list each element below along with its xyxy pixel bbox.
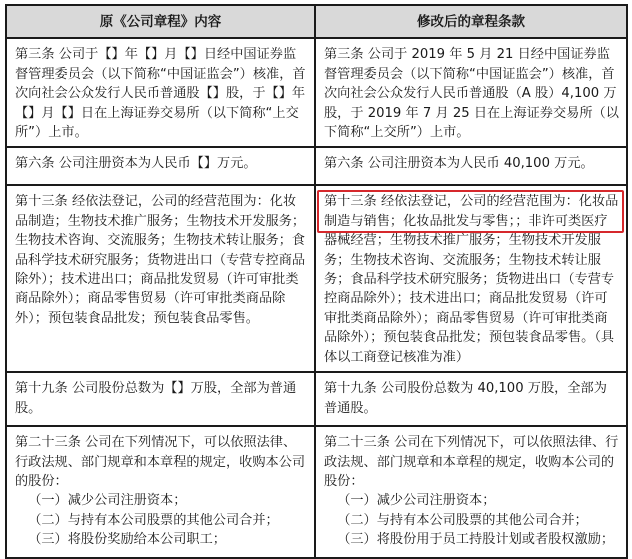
list-item: （二）与持有本公司股票的其他公司合并； — [28, 512, 279, 528]
paragraph: 第六条 公司注册资本为人民币 40,100 万元。 — [324, 156, 594, 172]
list-item: （一）减少公司注册资本； — [337, 493, 496, 509]
paragraph: 第二十三条 公司在下列情况下，可以依照法律、行政法规、部门规章和本章程的规定，收购本公司的股份： — [15, 435, 306, 489]
original-article-6 — [6, 147, 315, 185]
original-article-13 — [6, 185, 315, 372]
original-article-23 — [6, 426, 315, 558]
list-item: （二）与持有本公司股票的其他公司合并； — [337, 512, 588, 528]
table-header-row — [6, 5, 627, 38]
table-row-article-13 — [6, 185, 627, 372]
header-revised: 修改后的章程条款 — [315, 5, 627, 38]
revised-article-23 — [315, 426, 627, 558]
list-item: （三）将股份奖励给本公司职工； — [28, 532, 226, 548]
paragraph: 第三条 公司于 2019 年 5 月 21 日经中国证券监督管理委员会（以下简称“中国证监会”）核准，首次向社会公众发行人民币普通股（A 股）4,100 万股，于 2019 年 7 月 25 日在上海证券交易所（以下简称“上交所”）上市。 — [324, 47, 619, 141]
comparison-table — [5, 4, 628, 559]
table-row-article-23 — [6, 426, 627, 558]
table-row-article-6 — [6, 147, 627, 185]
revised-article-13 — [315, 185, 627, 372]
revised-article-19 — [315, 372, 627, 426]
paragraph: 第三条 公司于【】年【】月【】日经中国证券监督管理委员会（以下简称“中国证监会”）核准，首次向社会公众发行人民币普通股【】股，于【】年【】月【】日在上海证券交易所（以下简称“上交所”）上市。 — [15, 47, 306, 141]
paragraph: 第二十三条 公司在下列情况下，可以依照法律、行政法规、部门规章和本章程的规定，收购本公司的股份： — [324, 435, 619, 489]
revised-article-6 — [315, 147, 627, 185]
table-row-article-3 — [6, 38, 627, 147]
original-article-19 — [6, 372, 315, 426]
original-article-3 — [6, 38, 315, 147]
list-item: （一）减少公司注册资本； — [28, 493, 187, 509]
paragraph: 第十九条 公司股份总数为 40,100 万股，全部为普通股。 — [324, 381, 607, 416]
paragraph: 第十三条 经依法登记，公司的经营范围为：化妆品制造与销售；化妆品批发与零售；；非许可类医疗器械经营；生物技术推广服务；生物技术开发服务；生物技术咨询、交流服务；生物技术转让服务；食品科学技术研究服务；货物进出口（专营专控商品除外）；技术进出口；商品批发贸易（许可审批类商品除外）；商品零售贸易（许可审批类商品除外）；预包装食品批发；预包装食品零售。（具体以工商登记核准为准） — [324, 194, 619, 365]
table-row-article-19 — [6, 372, 627, 426]
list-item: （三）将股份用于员工持股计划或者股权激励； — [337, 532, 615, 548]
paragraph: 第十三条 经依法登记，公司的经营范围为：化妆品制造；生物技术推广服务；生物技术开发服务；生物技术咨询、交流服务；生物技术转让服务；食品科学技术研究服务；货物进出口（专营专控商品除外）；技术进出口；商品批发贸易（许可审批类商品除外）；商品零售贸易（许可审批类商品除外）；预包装食品批发；预包装食品零售。 — [15, 194, 306, 326]
paragraph: 第十九条 公司股份总数为【】万股，全部为普通股。 — [15, 381, 297, 416]
revised-article-3 — [315, 38, 627, 147]
header-original: 原《公司章程》内容 — [6, 5, 315, 38]
paragraph: 第六条 公司注册资本为人民币【】万元。 — [15, 156, 257, 172]
